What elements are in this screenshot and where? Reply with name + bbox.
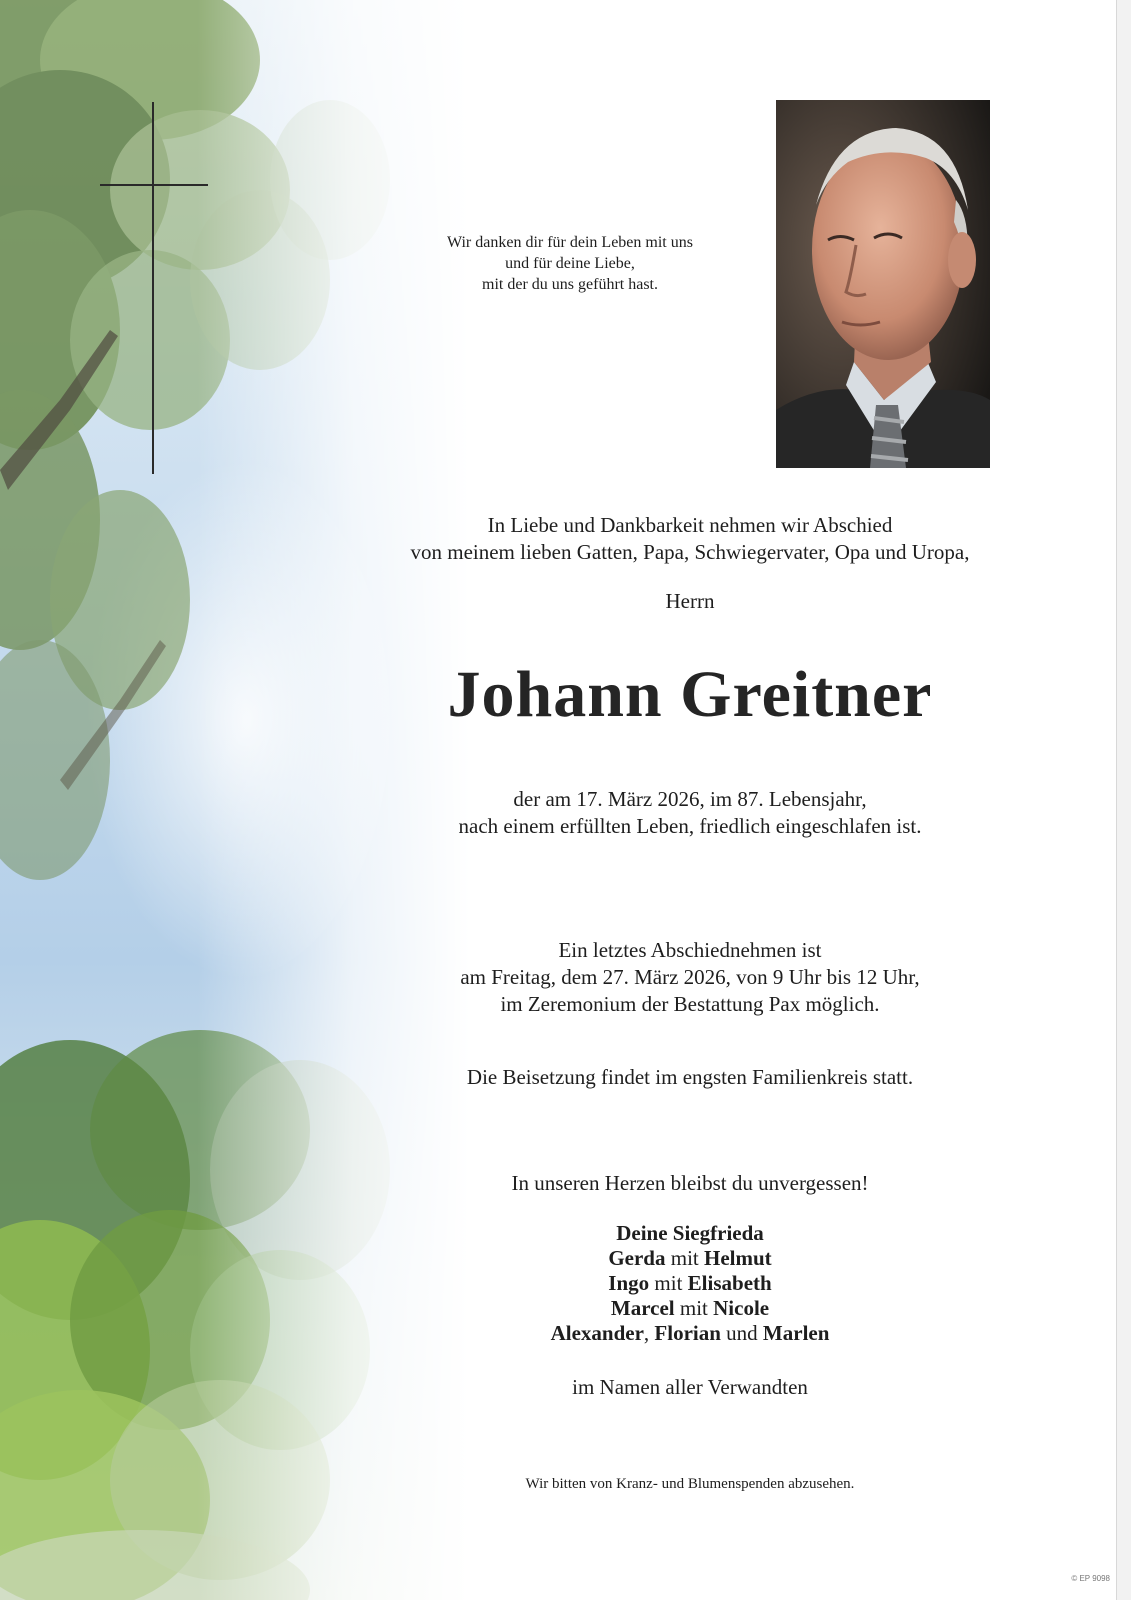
family-separator: , <box>643 1321 655 1345</box>
salutation: Herrn <box>665 589 715 613</box>
family-member: Deine Siegfrieda <box>616 1221 764 1245</box>
page-edge <box>1116 0 1131 1600</box>
relatives-line: im Namen aller Verwandten <box>572 1375 808 1399</box>
cross-icon <box>100 102 208 474</box>
death-notice-line: nach einem erfüllten Leben, friedlich eingeschlafen ist. <box>458 814 922 838</box>
family-member: Elisabeth <box>687 1271 772 1295</box>
quote-line: mit der du uns geführt hast. <box>482 276 658 293</box>
intro-line: In Liebe und Dankbarkeit nehmen wir Abschied <box>487 513 893 537</box>
family-member: Marlen <box>762 1321 830 1345</box>
memorial-quote <box>400 232 740 295</box>
donation-request: Wir bitten von Kranz- und Blumenspenden abzusehen. <box>525 1476 855 1492</box>
family-line <box>340 1221 1040 1246</box>
death-notice-line: der am 17. März 2026, im 87. Lebensjahr, <box>513 787 867 811</box>
viewing-line: im Zeremonium der Bestattung Pax möglich. <box>500 992 880 1016</box>
farewell-intro <box>330 512 1050 566</box>
burial-notice: Die Beisetzung findet im engsten Familienkreis statt. <box>466 1065 914 1089</box>
family-conjunction: mit <box>674 1296 714 1320</box>
quote-line: Wir danken dir für dein Leben mit uns <box>447 234 693 251</box>
family-member: Helmut <box>704 1246 772 1270</box>
print-code: © EP 9098 <box>1071 1574 1110 1583</box>
deceased-name: Johann Greitner <box>447 658 933 731</box>
viewing-line: Ein letztes Abschiednehmen ist <box>558 938 822 962</box>
family-member: Gerda <box>608 1246 666 1270</box>
family-line <box>340 1271 1040 1296</box>
family-conjunction: und <box>720 1321 763 1345</box>
family-line <box>340 1321 1040 1346</box>
memorial-line: In unseren Herzen bleibst du unvergessen! <box>511 1171 869 1195</box>
family-member: Alexander <box>550 1321 644 1345</box>
intro-line: von meinem lieben Gatten, Papa, Schwiegervater, Opa und Uropa, <box>410 540 970 564</box>
portrait-photo <box>776 100 990 468</box>
family-conjunction: mit <box>649 1271 688 1295</box>
family-line <box>340 1246 1040 1271</box>
death-notice <box>340 786 1040 840</box>
family-list <box>340 1221 1040 1346</box>
quote-line: und für deine Liebe, <box>505 255 635 272</box>
family-member: Nicole <box>713 1296 770 1320</box>
viewing-line: am Freitag, dem 27. März 2026, von 9 Uhr bis 12 Uhr, <box>460 965 920 989</box>
viewing-notice <box>340 937 1040 1018</box>
family-member: Ingo <box>608 1271 650 1295</box>
family-conjunction: mit <box>665 1246 704 1270</box>
family-member: Florian <box>654 1321 721 1345</box>
family-member: Marcel <box>610 1296 675 1320</box>
family-line <box>340 1296 1040 1321</box>
